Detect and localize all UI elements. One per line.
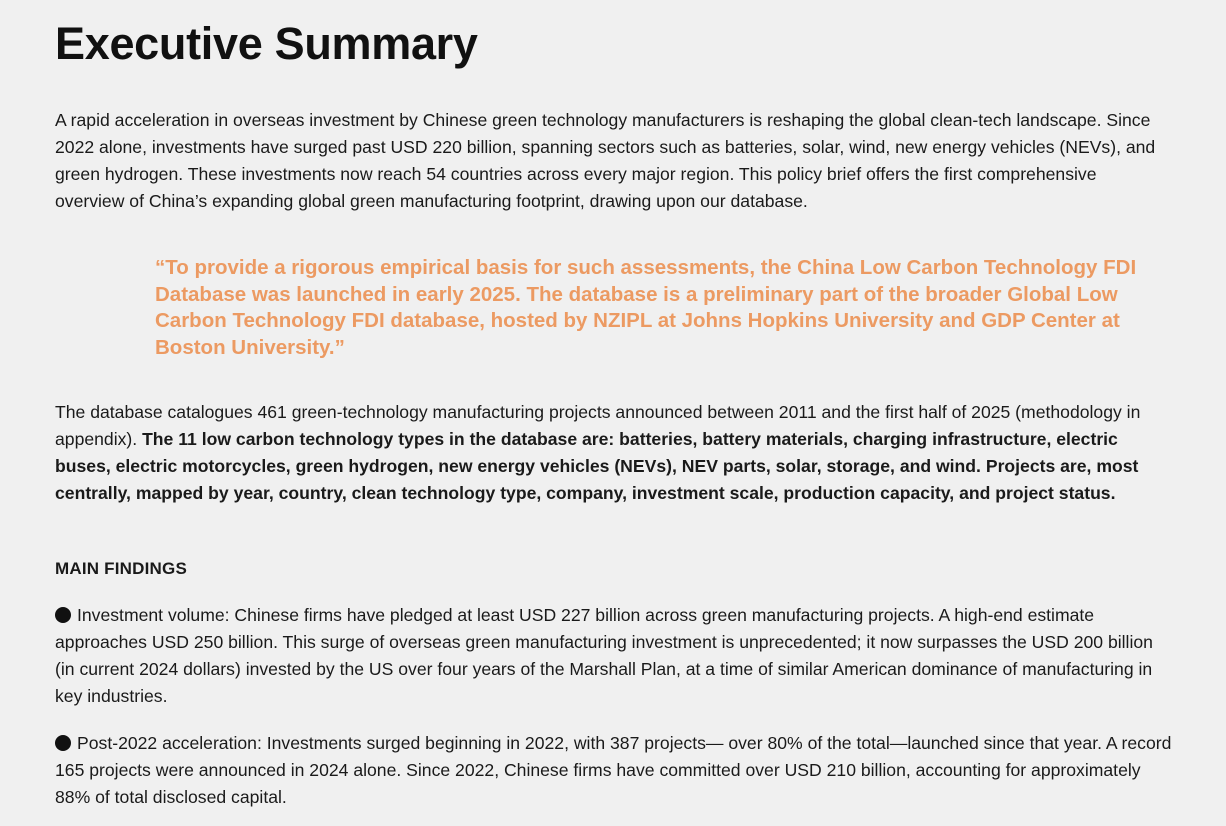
intro-paragraph: A rapid acceleration in overseas investment by Chinese green technology manufacturers is reshaping the global clean-tech landscape. Since 2022 alone, investments have surged past USD 220 billion, spanning sectors such as batteries, solar, wind, new energy vehicles (NEVs), and green hydrogen. These investments now reach 54 countries across every major region. This policy brief offers the first comprehensive overview of China’s expanding global green manufacturing footprint, drawing upon our database.	[55, 110, 1156, 211]
database-text-plain: The database catalogues 461 green-technology manufacturing projects announced between 2011 and the first half of 2025 (methodology in appendix).	[55, 402, 1141, 449]
finding-item	[55, 730, 1175, 811]
page-title: Executive Summary	[55, 18, 478, 69]
finding-item	[55, 602, 1175, 710]
finding-text: Post-2022 acceleration: Investments surged beginning in 2022, with 387 projects— over 80% of the total—launched since that year. A record 165 projects were announced in 2024 alone. Since 2022, Chinese firms have committed over USD 210 billion, accounting for approximately 88% of total disclosed capital.	[55, 733, 1172, 807]
findings-heading: MAIN FINDINGS	[55, 559, 187, 578]
bullet-icon	[55, 735, 71, 751]
finding-text: Investment volume: Chinese firms have pledged at least USD 227 billion across green manufacturing projects. A high-end estimate approaches USD 250 billion. This surge of overseas green manufacturing investment is unprecedented; it now surpasses the USD 200 billion (in current 2024 dollars) invested by the US over four years of the Marshall Plan, at a time of similar American dominance of manufacturing in key industries.	[55, 605, 1153, 706]
bullet-icon	[55, 607, 71, 623]
database-text-bold: The 11 low carbon technology types in the database are: batteries, battery materials, charging infrastructure, electric buses, electric motorcycles, green hydrogen, new energy vehicles (NEVs), NEV parts, solar, storage, and wind. Projects are, most centrally, mapped by year, country, clean technology type, company, investment scale, production capacity, and project status.	[55, 429, 1139, 503]
database-paragraph	[55, 399, 1170, 507]
pull-quote: “To provide a rigorous empirical basis for such assessments, the China Low Carbon Technology FDI Database was launched in early 2025. The database is a preliminary part of the broader Global Low Carbon Technology FDI database, hosted by NZIPL at Johns Hopkins University and GDP Center at Boston University.”	[155, 256, 1137, 359]
